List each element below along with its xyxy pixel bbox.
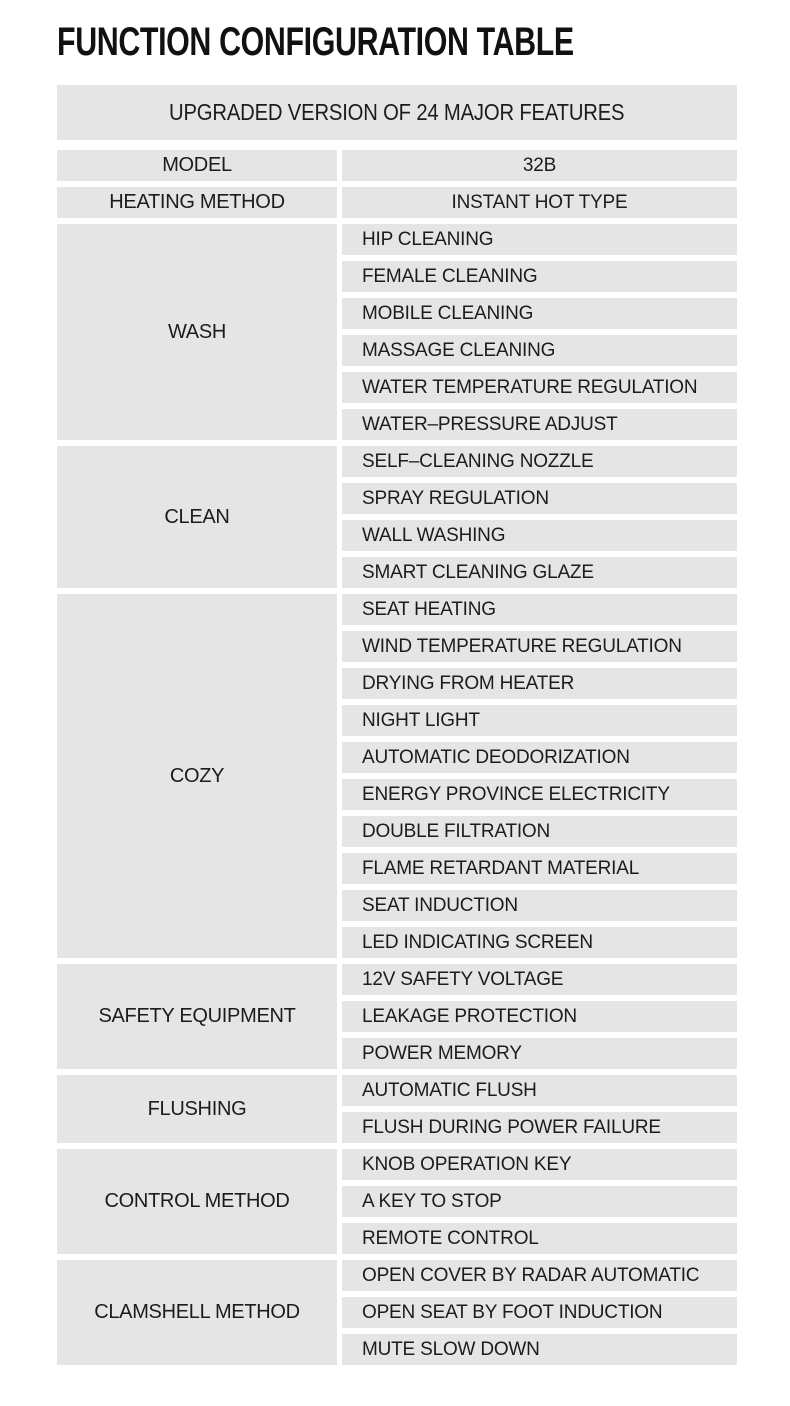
feature-cell: AUTOMATIC FLUSH [342,1075,737,1106]
feature-cell: SEAT HEATING [342,594,737,625]
feature-cell: REMOTE CONTROL [342,1223,737,1254]
feature-cell: WIND TEMPERATURE REGULATION [342,631,737,662]
feature-cell: HIP CLEANING [342,224,737,255]
feature-list [342,1149,737,1254]
feature-cell: 12V SAFETY VOLTAGE [342,964,737,995]
category-cell: CLEAN [57,446,337,588]
category-cell: WASH [57,224,337,440]
category-cell: HEATING METHOD [57,187,337,218]
table-section [57,224,737,440]
feature-cell: WATER TEMPERATURE REGULATION [342,372,737,403]
table-section [57,446,737,588]
category-cell: SAFETY EQUIPMENT [57,964,337,1069]
page-title: FUNCTION CONFIGURATION TABLE [57,20,574,64]
feature-cell: MUTE SLOW DOWN [342,1334,737,1365]
feature-list [342,187,737,218]
table-section [57,187,737,218]
table-section [57,1260,737,1365]
feature-cell: DOUBLE FILTRATION [342,816,737,847]
feature-cell: INSTANT HOT TYPE [342,187,737,218]
feature-cell: OPEN SEAT BY FOOT INDUCTION [342,1297,737,1328]
table-body [57,150,737,1365]
category-cell: CONTROL METHOD [57,1149,337,1254]
feature-list [342,964,737,1069]
feature-cell: LEAKAGE PROTECTION [342,1001,737,1032]
feature-list [342,1075,737,1143]
category-cell: MODEL [57,150,337,181]
feature-cell: FLAME RETARDANT MATERIAL [342,853,737,884]
feature-cell: SPRAY REGULATION [342,483,737,514]
feature-cell: LED INDICATING SCREEN [342,927,737,958]
feature-list [342,594,737,958]
feature-cell: AUTOMATIC DEODORIZATION [342,742,737,773]
feature-cell: DRYING FROM HEATER [342,668,737,699]
feature-cell: SELF–CLEANING NOZZLE [342,446,737,477]
feature-cell: WALL WASHING [342,520,737,551]
feature-cell: FEMALE CLEANING [342,261,737,292]
feature-cell: KNOB OPERATION KEY [342,1149,737,1180]
table-section [57,594,737,958]
feature-list [342,1260,737,1365]
feature-cell: OPEN COVER BY RADAR AUTOMATIC [342,1260,737,1291]
feature-cell: 32B [342,150,737,181]
feature-cell: FLUSH DURING POWER FAILURE [342,1112,737,1143]
category-cell: CLAMSHELL METHOD [57,1260,337,1365]
feature-cell: NIGHT LIGHT [342,705,737,736]
table-section [57,964,737,1069]
category-cell: FLUSHING [57,1075,337,1143]
feature-list [342,224,737,440]
table-section [57,1075,737,1143]
feature-cell: WATER–PRESSURE ADJUST [342,409,737,440]
table-header-row [57,85,737,140]
feature-list [342,446,737,588]
feature-cell: A KEY TO STOP [342,1186,737,1217]
table-header-label: UPGRADED VERSION OF 24 MAJOR FEATURES [169,99,625,125]
feature-list [342,150,737,181]
feature-cell: SMART CLEANING GLAZE [342,557,737,588]
feature-cell: MOBILE CLEANING [342,298,737,329]
table-section [57,1149,737,1254]
feature-cell: SEAT INDUCTION [342,890,737,921]
function-configuration-table [57,85,737,1371]
feature-cell: POWER MEMORY [342,1038,737,1069]
table-section [57,150,737,181]
category-cell: COZY [57,594,337,958]
feature-cell: ENERGY PROVINCE ELECTRICITY [342,779,737,810]
feature-cell: MASSAGE CLEANING [342,335,737,366]
